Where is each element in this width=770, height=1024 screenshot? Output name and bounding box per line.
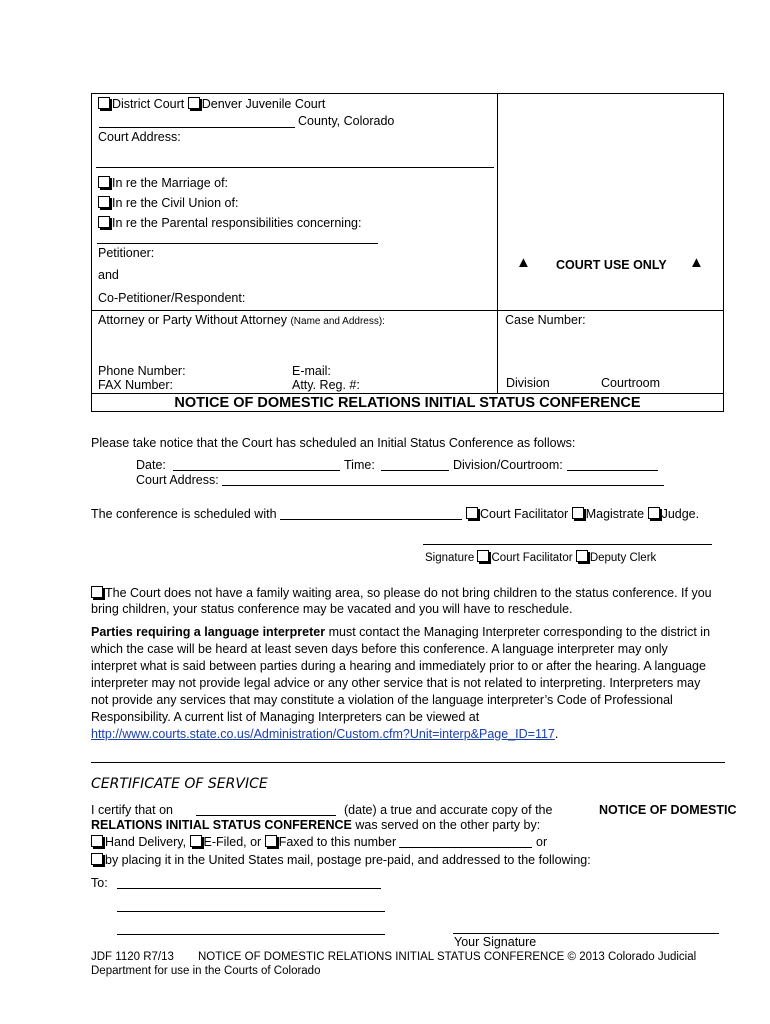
certify-date-field[interactable] [196,815,336,816]
checkbox-icon [572,507,584,519]
court-use-only-label: COURT USE ONLY [556,258,667,272]
form-title: NOTICE OF DOMESTIC RELATIONS INITIAL STATUS CONFERENCE [174,395,641,411]
checkbox-icon [98,176,110,188]
in-re-parental-checkbox[interactable]: In re the Parental responsibilities concerning: [98,213,361,233]
children-notice [91,585,725,617]
section-divider [91,762,725,763]
triangle-up-icon: ▲ [689,254,704,271]
caption-hline-1 [96,167,494,168]
signature-field[interactable] [423,544,712,545]
address-line-3[interactable] [117,934,385,935]
certify-mid: (date) a true and accurate copy of the [344,803,553,817]
interpreter-paragraph: Parties requiring a language interpreter must contact the Managing Interpreter corresponding to the district in which the case will be heard at least seven days before this conference. A language interpreter may only interpret what is said between parties during a hearing and immediately prior to or after the hearing. A language interpreter may not provide legal advice or any other service that is not related to interpreting. Interpreters may not provide any services that may constitute a violation of the language interpreter’s Code of Professional Responsibility. A current list of Managing Interpreters can be viewed at http://www.courts.state.co.us/Administration/Custom.cfm?Unit=interp&Page_ID=117. [91,625,711,741]
e-filed-checkbox[interactable]: E-Filed, or [190,835,262,849]
in-re-marriage-checkbox[interactable]: In re the Marriage of: [98,173,361,193]
address-line-1[interactable] [117,888,381,889]
co-petitioner-label: Co-Petitioner/Respondent: [98,291,246,305]
checkbox-icon [265,835,277,847]
magistrate-checkbox[interactable]: Magistrate [572,507,644,521]
county-field[interactable] [99,127,295,128]
juvenile-court-checkbox[interactable]: Denver Juvenile Court [188,97,326,111]
checkbox-icon [98,216,110,228]
and-label: and [98,268,119,282]
fax-number-field[interactable] [399,847,532,848]
court-options [98,97,325,111]
checkbox-icon [91,586,103,598]
attorney-note: (Name and Address): [290,316,385,327]
certify-line-1: I certify that on [91,803,173,817]
courtroom-label: Courtroom [601,376,661,390]
date-label: Date: [136,458,166,472]
your-signature-field[interactable] [453,933,719,934]
certificate-heading: CERTIFICATE OF SERVICE [91,776,268,792]
checkbox-icon [466,507,478,519]
division-courtroom-field[interactable] [567,470,658,471]
checkbox-icon [91,853,103,865]
atty-reg-label: Atty. Reg. #: [292,378,360,392]
notice-court-address-label: Court Address: [136,473,219,487]
checkbox-icon [91,835,103,847]
division-courtroom-label: Division/Courtroom: [453,458,563,472]
caption-divider [497,93,498,393]
signature-row [425,550,656,564]
party-name-field[interactable] [97,243,378,244]
or-label: or [536,835,548,849]
court-facilitator-checkbox[interactable]: Court Facilitator [466,507,568,521]
certify-line-2: RELATIONS INITIAL STATUS CONFERENCE was served on the other party by: [91,818,541,832]
checkbox-icon [190,835,202,847]
address-line-2[interactable] [117,911,385,912]
time-field[interactable] [381,470,449,471]
case-number-label: Case Number: [505,313,586,327]
court-address-label: Court Address: [98,130,181,144]
date-field[interactable] [173,470,340,471]
your-signature-label: Your Signature [454,935,537,949]
footer-text: NOTICE OF DOMESTIC RELATIONS INITIAL STATUS CONFERENCE © 2013 Colorado Judicial [198,951,697,963]
scheduled-options [466,507,699,521]
checkbox-icon [576,550,588,562]
certify-bold-1: NOTICE OF DOMESTIC [599,803,737,817]
checkbox-icon [648,507,660,519]
caption-hline-2 [91,310,724,311]
checkbox-icon [188,97,200,109]
caption-box [91,93,724,412]
faxed-checkbox[interactable]: Faxed to this number [265,835,396,849]
footer-line-2: Department for use in the Courts of Colorado [91,965,321,977]
to-label: To: [91,876,108,890]
email-label: E-mail: [292,364,331,378]
division-label: Division [506,376,550,390]
checkbox-icon [477,550,489,562]
interpreter-bold: Parties requiring a language interpreter [91,625,326,639]
district-court-checkbox[interactable]: District Court [98,97,184,111]
signature-label: Signature [425,552,475,564]
interpreter-text: must contact the Managing Interpreter corresponding to the district in which the case will be heard at least seven days before this conference. A language interpreter may only interpret what is said between parties during a hearing and immediately prior to or after the hearing. A language interpreter may not provide legal advice or any other service that is not related to interpreting. Interpreters may not provide any services that may constitute a violation of the language interpreter’s Code of Professional Responsibility. A current list of Managing Interpreters can be viewed at [91,625,711,724]
mail-option[interactable]: by placing it in the United States mail, postage pre-paid, and addressed to the following: [91,853,591,867]
attorney-label-row [98,313,385,327]
scheduled-with-label: The conference is scheduled with [91,507,277,521]
fax-label: FAX Number: [98,378,174,392]
deputy-clerk-checkbox[interactable]: Deputy Clerk [576,552,656,564]
checkbox-icon [98,196,110,208]
county-label: County, Colorado [298,114,395,128]
interpreter-link[interactable]: http://www.courts.state.co.us/Administration/Custom.cfm?Unit=interp&Page_ID=117 [91,727,555,741]
scheduled-with-field[interactable] [280,519,462,520]
intro-text: Please take notice that the Court has scheduled an Initial Status Conference as follows: [91,436,576,450]
checkbox-icon [98,97,110,109]
children-notice-text: The Court does not have a family waiting area, so please do not bring children to the status conference. If you bring children, your status conference may be vacated and you will have to reschedule. [91,586,712,616]
time-label: Time: [344,458,375,472]
judge-checkbox[interactable]: Judge. [648,507,700,521]
delivery-options [91,835,396,849]
footer-line-1 [91,951,174,963]
sig-court-facilitator-checkbox[interactable]: Court Facilitator [477,552,572,564]
caption-hline-3 [91,393,724,394]
in-re-options [98,173,361,233]
court-address-field[interactable] [222,485,664,486]
triangle-up-icon: ▲ [516,254,531,271]
children-notice-checkbox[interactable] [91,586,105,600]
hand-delivery-checkbox[interactable]: Hand Delivery, [91,835,186,849]
phone-label: Phone Number: [98,364,186,378]
attorney-label: Attorney or Party Without Attorney [98,313,287,327]
form-id: JDF 1120 R7/13 [91,951,174,963]
petitioner-label: Petitioner: [98,246,155,260]
in-re-civil-union-checkbox[interactable]: In re the Civil Union of: [98,193,361,213]
